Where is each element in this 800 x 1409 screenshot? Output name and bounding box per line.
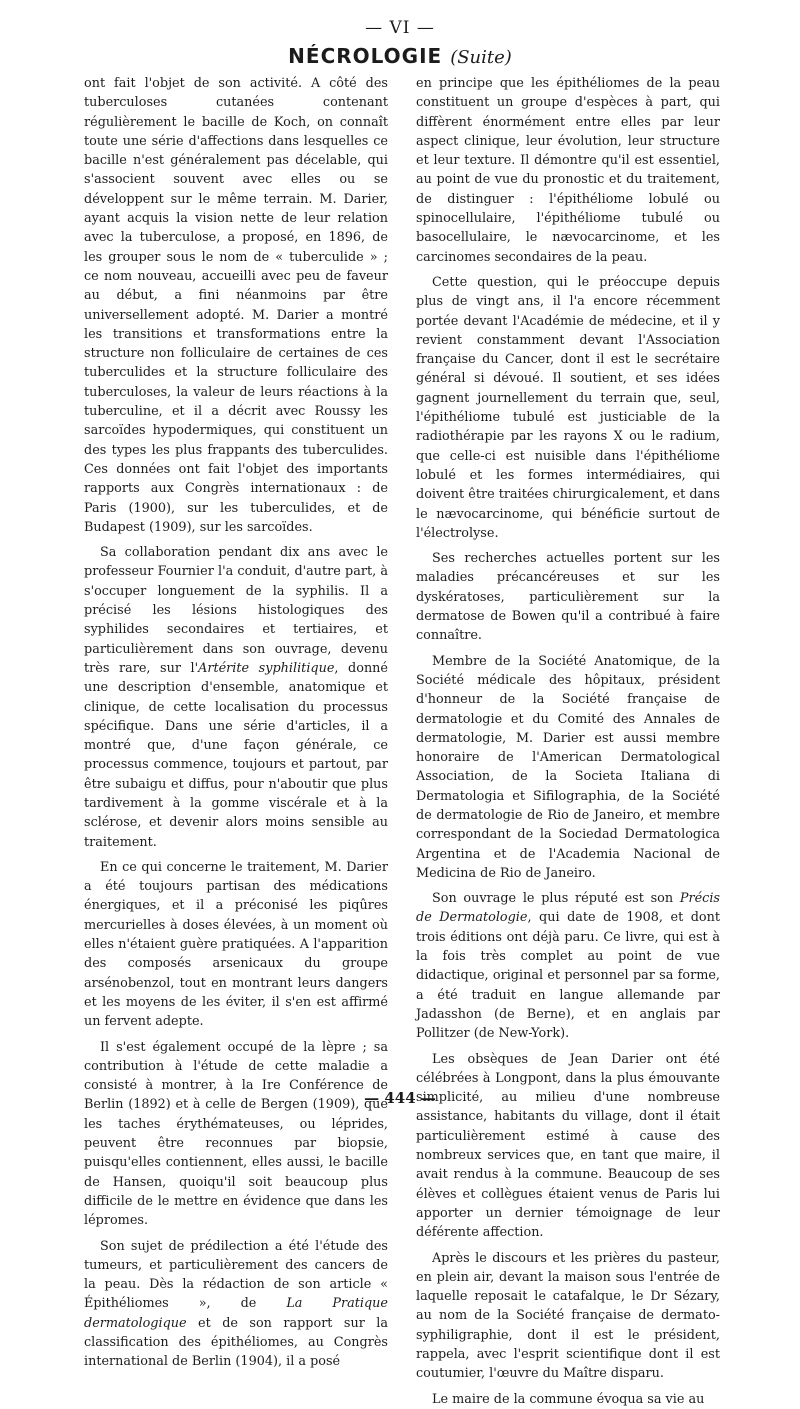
text-span: Sa collaboration pendant dix ans avec le professeur Fournier l'a conduit, d'autre part, à s'occuper longuement de la syphilis. Il a précisé les lésions histologiques des syphilides secondaires et tertiaires, et particulièrement dans son ouvrage, devenu très rare, sur l' — [84, 545, 388, 676]
italic-title: La Pratique dermatologique — [84, 1296, 389, 1331]
left-column — [84, 74, 389, 1370]
paragraph: ont fait l'objet de son activité. A côté des tuberculoses cutanées contenant régulièrement le bacille de Koch, on connaît toute une série d'affections dans lesquelles ce bacille n'est généralement pas décelable, qui s'associent souvent avec elles ou se développent sur le même terrain. M. Darier, ayant acquis la vision nette de leur relation avec la tuberculose, a proposé, en 1896, de les grouper sous le nom de « tuberculide » ; ce nom nouveau, accueilli avec peu de faveur au début, a fini néanmoins par être universellement adopté. M. Darier a montré les transitions et transformations entre la structure non folliculaire de certaines de ces tuberculides et la structure folliculaire des tuberculoses, la valeur de leurs réactions à la tuberculine, et il a décrit avec Roussy les sarcoïdes hypodermiques, qui constituent un des types les plus frappants des tuberculides. Ces données ont fait l'objet des importants rapports aux Congrès internationaux : de Paris (1900), sur les tuberculides, et de Budapest (1909), sur les sarcoïdes. — [84, 76, 388, 535]
title-suite: (Suite) — [450, 47, 512, 68]
paragraph — [84, 1237, 388, 1372]
text-span: Son sujet de prédilection a été l'étude des tumeurs, et particulièrement des cancers de la peau. Dès la rédaction de son article « Épithéliomes », de — [84, 1238, 388, 1312]
paragraph: Il s'est également occupé de la lèpre ; sa contribution à l'étude de cette maladie a consisté à montrer, à la Ire Conférence de Berlin (1892) et à celle de Bergen (1909), que les taches érythémateuses, ou léprides, peuvent être reconnues par biopsie, puisqu'elles contiennent, elles aussi, le bacille de Hansen, quoiqu'il soit beaucoup plus difficile de le mettre en évidence que dans les lépromes. — [84, 1039, 388, 1229]
text-span: et de son rapport sur la classification des épithéliomes, au Congrès international de Berlin (1904), il a posé — [84, 1315, 388, 1370]
text-span: , donné une description d'ensemble, anatomique et clinique, de cette localisation du processus spécifique. Dans une série d'articles, il a montré que, d'une façon générale, ce processus commence, toujours et partout, par être subaigu et diffus, pour n'aboutir que plus tardivement à la gomme viscérale et à la sclérose, et devenir alors moins sensible au traitement. — [84, 660, 388, 850]
page-title — [0, 44, 800, 68]
text-span: , qui date de 1908, et dont trois éditions ont déjà paru. Ce livre, qui est à la fois très complet au point de vue didactique, original et personnel par sa forme, a été traduit en langue allemande par Jadasshon (de Berne), et en anglais par Pollitzer (de New-York). — [416, 910, 720, 1042]
text-span: Son ouvrage le plus réputé est son — [432, 891, 680, 907]
paragraph: Le maire de la commune évoqua sa vie au — [432, 1391, 705, 1407]
paragraph: Cette question, qui le préoccupe depuis plus de vingt ans, il l'a encore récemment portée devant l'Académie de médecine, et il y revient constamment devant l'Association française du Cancer, dont il est le secrétaire général si dévoué. Il soutient, et ses idées gagnent journellement du terrain que, seul, l'épithéliome tubulé est justiciable de la radiothérapie par les rayons X ou le radium, que celle-ci est nuisible dans l'épithéliome lobulé et les formes intermédiaires, qui doivent être traitées chirurgicalement, et dans le nævocarcinome, qui bénéficie surtout de l'électrolyse. — [416, 274, 720, 541]
italic-title: Artérite syphilitique — [198, 660, 335, 676]
title-text: NÉCROLOGIE — [288, 44, 443, 68]
paragraph: Ses recherches actuelles portent sur les maladies précancéreuses et sur les dyskératoses, particulièrement sur la dermatose de Bowen qu'il a contribué à faire connaître. — [416, 551, 720, 644]
paragraph: Après le discours et les prières du pasteur, en plein air, devant la maison sous l'entrée de laquelle reposait le catafalque, le Dr Sézary, au nom de la Société française de dermato-syphiligraphie, dont il est le président, rappela, avec l'esprit scientifique dont il est coutumier, l'œuvre du Maître disparu. — [416, 1250, 720, 1382]
paragraph — [84, 543, 388, 852]
italic-title: Précis de Dermatologie — [416, 891, 720, 926]
right-column — [416, 74, 720, 1407]
paragraph: en principe que les épithéliomes de la peau constituent un groupe d'espèces à part, qui diffèrent énormément entre elles par leur aspect clinique, leur évolution, leur structure et leur texture. Il démontre qu'il est essentiel, au point de vue du pronostic et du traitement, de distinguer : l'épithéliome lobulé ou spinocellulaire, l'épithéliome tubulé ou basocellulaire, le nævocarcinome, et les carcinomes secondaires de la peau. — [416, 76, 720, 265]
page-number: — 444 — — [364, 1089, 436, 1107]
paragraph: En ce qui concerne le traitement, M. Darier a été toujours partisan des médications énergiques, et il a préconisé les piqûres mercurielles à doses élevées, à un moment où elles n'étaient guère pratiquées. A l'apparition des composés arsenicaux du groupe arsénobenzol, tout en montrant leurs dangers et les moyens de les éviter, il s'en est affirmé un fervent adepte. — [84, 859, 388, 1030]
paragraph: Les obsèques de Jean Darier ont été célébrées à Longpont, dans la plus émouvante simplicité, au milieu d'une nombreuse assistance, habitants du village, dont il était particulièrement estimé à cause des nombreux services que, en tant que maire, il avait rendus à la commune. Beaucoup de ses élèves et collègues étaient venus de Paris lui apporter un dernier témoignage de leur déférente affection. — [416, 1051, 720, 1241]
paragraph: Membre de la Société Anatomique, de la Société médicale des hôpitaux, président d'honneur de la Société française de dermatologie et du Comité des Annales de dermatologie, M. Darier est aussi membre honoraire de l'American Dermatological Association, de la Societa Italiana di Dermatologia et Sifilographia, de la Société de dermatologie de Rio de Janeiro, et membre correspondant de la Sociedad Dermatologica Argentina et de l'Academia Nacional de Medicina de Rio de Janeiro. — [416, 653, 720, 881]
paragraph — [416, 889, 720, 1043]
section-roman-numeral: — VI — — [365, 18, 435, 38]
